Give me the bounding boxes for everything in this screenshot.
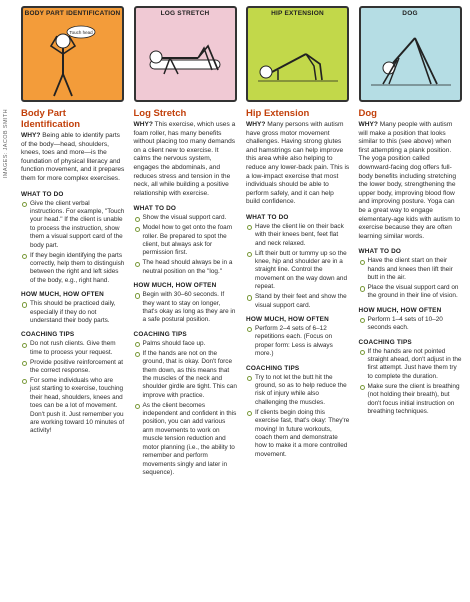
list-item: For some individuals who are just starting to exercise, touching their head, shoulders, knees and toes can be a lot of movement. Don't push it. Just remember you are working toward 10 minutes of activity!: [21, 377, 125, 436]
tile-label: BODY PART IDENTIFICATION: [24, 10, 121, 17]
exercise-intro: WHY? Many people with autism will make a position that looks similar to this (see above) when first attempting a plank position. The yoga position called downward-facing dog offers full-body benefits including stretching the lower body, strengthening the upper body, improving blood flow and improving posture. Yoga can be a great way to engage elementary-age kids with autism to exercise because they are often learning similar words.: [358, 121, 461, 240]
section-heading-how-much: HOW MUCH, HOW OFTEN: [246, 316, 329, 323]
person-downward-dog-illustration: [361, 8, 460, 100]
list-item: Do not rush clients. Give them time to process your request.: [21, 340, 125, 357]
column-hip-extension: [242, 6, 355, 602]
list-item: Perform 2–4 sets of 6–12 repetitions each. (Focus on proper form: Less is always more.): [246, 325, 350, 359]
illustration-tile-log-stretch: [134, 6, 237, 102]
section-heading-what-to-do: WHAT TO DO: [133, 205, 177, 213]
list-item: If the hands are not on the ground, that is okay. Don't force them down, as this means that the muscles of the neck and shoulder girdle are tight. This can improve with practice.: [134, 350, 238, 400]
what-to-do-list: [21, 200, 125, 286]
photo-credit: IMAGES: JACOB SMITH: [3, 108, 9, 178]
person-bridge-illustration: [248, 8, 347, 100]
what-to-do-list: [359, 257, 463, 301]
section-heading-what-to-do: WHAT TO DO: [246, 213, 289, 221]
coaching-tips-list: [134, 340, 238, 478]
person-touching-head-illustration: [23, 8, 122, 100]
list-item: Have the client lie on their back with their knees bent, feet flat and neck relaxed.: [246, 223, 350, 248]
coaching-tips-list: [246, 374, 350, 460]
exercise-intro: WHY? Being able to identify parts of the body—head, shoulders, knees, toes and more—is the foundation of physical literacy and function movement, and it prepares them for more complex exercises.: [21, 132, 125, 182]
list-item: Begin with 30–60 seconds. If they want to stay on longer, that's okay as long as they are in a safe postural position.: [134, 291, 238, 325]
speech-bubble-text: Touch head: [69, 30, 93, 35]
what-to-do-list: [246, 223, 350, 310]
exercise-intro: WHY? Many persons with autism have gross motor movement challenges. Having strong glutes and hamstrings can help improve this area while also helping to reduce any lower-back pain. This is a low-impact exercise that most individuals should be able to perform safely, and it can help build confidence.: [246, 121, 350, 206]
list-item: If the hands are not pointed straight ahead, don't adjust in the first attempt. Just have them try to complete the duration.: [359, 348, 463, 382]
section-heading-how-much: HOW MUCH, HOW OFTEN: [133, 282, 217, 290]
list-item: If clients begin doing this exercise fast, that's okay: They're moving! In future workouts, coach them and demonstrate how to make it a more controlled movement.: [246, 409, 350, 459]
list-item: Make sure the client is breathing (not holding their breath), but don't focus initial instruction on breathing techniques.: [359, 383, 463, 417]
list-item: Show the visual support card.: [134, 214, 238, 222]
list-item: Lift their butt or tummy up so the knee, hip and shoulder are in a straight line. Control the movement on the way down and repeat.: [246, 250, 350, 292]
exercise-title: Dog: [358, 108, 377, 119]
exercise-title: Log Stretch: [133, 108, 187, 119]
illustration-tile-dog: [359, 6, 462, 102]
person-on-foam-roller-illustration: [136, 8, 235, 100]
list-item: Place the visual support card on the ground in their line of vision.: [359, 284, 463, 301]
column-body-part: [17, 6, 130, 602]
list-item: Stand by their feet and show the visual support card.: [246, 293, 350, 310]
exercise-columns: [17, 6, 467, 602]
exercise-title: Body Part Identification: [21, 108, 81, 130]
section-heading-coaching-tips: COACHING TIPS: [358, 338, 412, 346]
coaching-tips-list: [21, 340, 125, 435]
section-heading-coaching-tips: COACHING TIPS: [246, 364, 300, 372]
list-item: The head should always be in a neutral position on the "log.": [134, 259, 238, 276]
tile-label: DOG: [402, 10, 418, 17]
list-item: Have the client start on their hands and knees then lift their butt in the air.: [359, 257, 463, 282]
list-item: This should be practiced daily, especially if they do not understand their body parts.: [21, 300, 125, 325]
list-item: Model how to get onto the foam roller. Be prepared to spot the client, but always ask for permission first.: [134, 224, 238, 258]
list-item: Palms should face up.: [134, 340, 238, 348]
section-heading-how-much: HOW MUCH, HOW OFTEN: [21, 291, 104, 299]
what-to-do-list: [134, 214, 238, 276]
tile-label: LOG STRETCH: [160, 10, 210, 17]
coaching-tips-list: [359, 348, 463, 417]
section-heading-how-much: HOW MUCH, HOW OFTEN: [358, 306, 442, 314]
how-much-list: [21, 300, 125, 325]
how-much-list: [359, 316, 463, 333]
illustration-tile-body-part: [21, 6, 124, 102]
list-item: Perform 1–4 sets of 10–20 seconds each.: [359, 316, 463, 333]
how-much-list: [246, 325, 350, 359]
how-much-list: [134, 291, 238, 325]
list-item: Give the client verbal instructions. For example, "Touch your head." If the client is unable to process the instruction, show them a visual support card of the body part.: [21, 200, 125, 250]
section-heading-coaching-tips: COACHING TIPS: [133, 330, 187, 338]
exercise-title: Hip Extension: [246, 108, 310, 119]
exercise-intro: WHY? This exercise, which uses a foam roller, has many benefits without placing too many demands on a client new to exercise. It calms the nervous system, engages the abdominals, and reduces stress and tension in the neck, all while building a positive relationship with exercise.: [133, 121, 236, 197]
list-item: Try to not let the butt hit the ground, so as to help reduce the risk of injury while also challenging the muscles.: [246, 374, 350, 408]
column-dog: [355, 6, 468, 602]
list-item: As the client becomes independent and confident in this position, you can add various arm movements to work on muscle tension reduction and motor planning (i.e., the ability to remember and perform movements singly and later in sequence).: [134, 402, 238, 478]
column-log-stretch: [130, 6, 243, 602]
tile-label: HIP EXTENSION: [271, 10, 324, 17]
section-heading-coaching-tips: COACHING TIPS: [21, 331, 75, 339]
section-heading-what-to-do: WHAT TO DO: [21, 190, 64, 198]
section-heading-what-to-do: WHAT TO DO: [358, 248, 402, 256]
list-item: If they begin identifying the parts correctly, help them to distinguish between the right and left sides of the body, e.g., right hand.: [21, 252, 125, 286]
list-item: Provide positive reinforcement at the correct response.: [21, 359, 125, 376]
illustration-tile-hip-extension: [246, 6, 349, 102]
